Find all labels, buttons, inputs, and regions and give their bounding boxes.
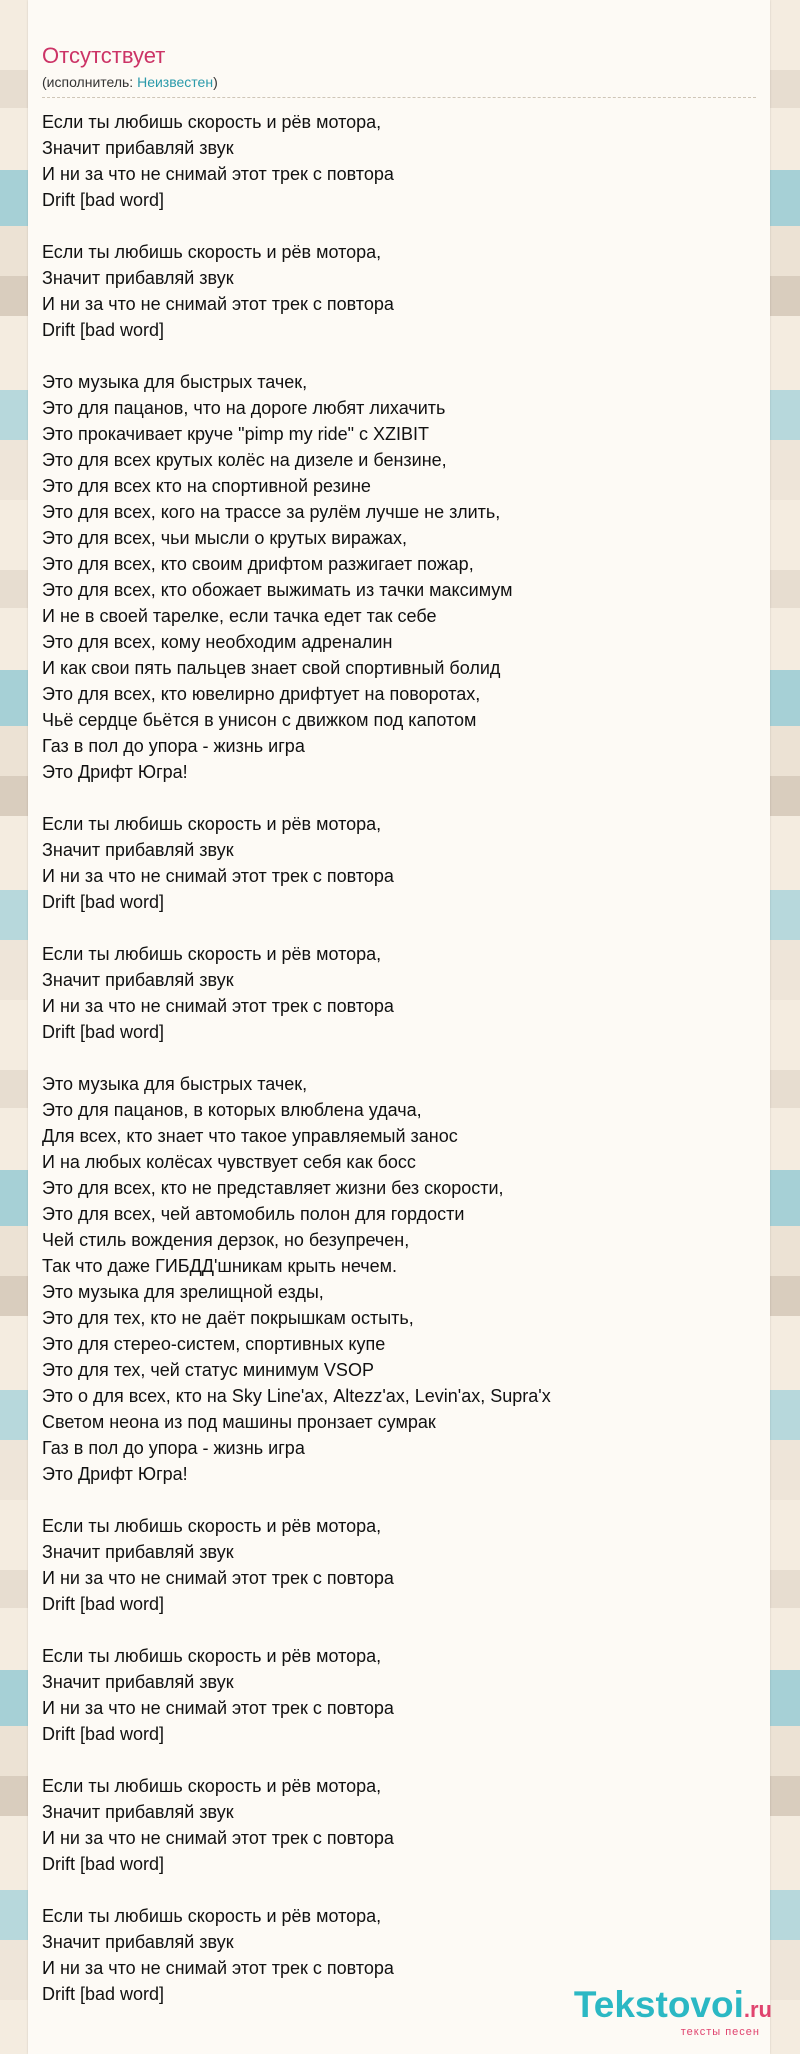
logo-wordmark — [567, 1985, 772, 2030]
lyric-line: Значит прибавляй звук — [42, 1932, 234, 1952]
lyric-line: Это музыка для зрелищной езды, — [42, 1282, 324, 1302]
lyric-line: Это для стерео-систем, спортивных купе — [42, 1334, 386, 1354]
lyric-line: Значит прибавляй звук — [42, 1802, 234, 1822]
lyric-line: Это о для всех, кто на Sky Line'ах, Altezz'ах, Levin'ах, Supra'х — [42, 1386, 551, 1406]
lyric-line: Это прокачивает круче "pimp my ride" с XZIBIT — [42, 424, 429, 444]
site-logo[interactable] — [567, 1985, 772, 2038]
lyric-line: И ни за что не снимай этот трек с повтора — [42, 1958, 394, 1978]
lyric-line: И ни за что не снимай этот трек с повтора — [42, 164, 394, 184]
lyrics-stanza — [42, 1643, 770, 1747]
lyric-line: Это для всех, чей автомобиль полон для гордости — [42, 1204, 465, 1224]
lyric-line: Это для всех, кто не представляет жизни без скорости, — [42, 1178, 504, 1198]
lyric-line: Чьё сердце бьётся в унисон с движком под капотом — [42, 710, 477, 730]
lyric-line: Это для всех крутых колёс на дизеле и бензине, — [42, 450, 447, 470]
lyric-line: Это музыка для быстрых тачек, — [42, 1074, 308, 1094]
lyric-line: Drift [bad word] — [42, 1022, 165, 1042]
lyrics-stanza — [42, 1773, 770, 1877]
lyric-line: Drift [bad word] — [42, 892, 165, 912]
lyric-line: Так что даже ГИБДД'шникам крыть нечем. — [42, 1256, 398, 1276]
lyric-line: Для всех, кто знает что такое управляемый занос — [42, 1126, 458, 1146]
logo-tld: .ru — [743, 1997, 772, 2022]
lyric-line: Светом неона из под машины пронзает сумрак — [42, 1412, 436, 1432]
lyric-line: Это для пацанов, что на дороге любят лихачить — [42, 398, 446, 418]
lyric-line: Если ты любишь скорость и рёв мотора, — [42, 1516, 382, 1536]
lyric-line: Drift [bad word] — [42, 1724, 165, 1744]
lyric-line: Это для тех, кто не даёт покрышкам остыть, — [42, 1308, 414, 1328]
lyric-line: Значит прибавляй звук — [42, 840, 234, 860]
lyric-line: И не в своей тарелке, если тачка едет так себе — [42, 606, 437, 626]
lyrics-stanza — [42, 239, 770, 343]
lyrics-text — [28, 98, 770, 2007]
lyrics-stanza — [42, 369, 770, 785]
lyric-line: Это для всех, кто обожает выжимать из тачки максимум — [42, 580, 513, 600]
lyric-line: Газ в пол до упора - жизнь игра — [42, 1438, 305, 1458]
logo-tagline: тексты песен — [680, 2026, 760, 2038]
lyrics-stanza — [42, 1071, 770, 1487]
artist-link[interactable]: Неизвестен — [137, 74, 214, 90]
lyric-line: Если ты любишь скорость и рёв мотора, — [42, 1776, 382, 1796]
lyric-line: И как свои пять пальцев знает свой спортивный болид — [42, 658, 501, 678]
lyric-line: И ни за что не снимай этот трек с повтора — [42, 866, 394, 886]
artist-suffix: ) — [213, 74, 218, 90]
lyric-line: Это для всех, кто своим дрифтом разжигает пожар, — [42, 554, 474, 574]
lyrics-stanza — [42, 941, 770, 1045]
lyric-line: Это для всех, кто ювелирно дрифтует на поворотах, — [42, 684, 481, 704]
lyric-line: Значит прибавляй звук — [42, 1672, 234, 1692]
artist-prefix: (исполнитель: — [42, 74, 138, 90]
lyric-line: Drift [bad word] — [42, 1854, 165, 1874]
lyric-line: Если ты любишь скорость и рёв мотора, — [42, 814, 382, 834]
logo-word: Tekstovoi — [573, 1984, 744, 2025]
lyric-line: Если ты любишь скорость и рёв мотора, — [42, 242, 382, 262]
lyric-line: Это для всех, чьи мысли о крутых виражах, — [42, 528, 407, 548]
lyric-line: Если ты любишь скорость и рёв мотора, — [42, 1646, 382, 1666]
lyric-line: Значит прибавляй звук — [42, 268, 234, 288]
lyric-line: И на любых колёсах чувствует себя как босс — [42, 1152, 416, 1172]
lyric-line: Это для всех, кого на трассе за рулём лучше не злить, — [42, 502, 501, 522]
lyric-line: Чей стиль вождения дерзок, но безупречен, — [42, 1230, 410, 1250]
lyric-line: Если ты любишь скорость и рёв мотора, — [42, 112, 382, 132]
song-title: Отсутствует — [42, 43, 166, 68]
lyric-line: Это музыка для быстрых тачек, — [42, 372, 308, 392]
lyric-line: Это Дрифт Югра! — [42, 762, 188, 782]
lyric-line: Если ты любишь скорость и рёв мотора, — [42, 944, 382, 964]
lyrics-stanza — [42, 811, 770, 915]
lyric-line: Drift [bad word] — [42, 320, 165, 340]
lyric-line: И ни за что не снимай этот трек с повтора — [42, 996, 394, 1016]
lyric-line: Это Дрифт Югра! — [42, 1464, 188, 1484]
lyric-line: Drift [bad word] — [42, 190, 165, 210]
lyric-line: И ни за что не снимай этот трек с повтора — [42, 294, 394, 314]
lyrics-page — [28, 0, 770, 2054]
lyric-line: Значит прибавляй звук — [42, 1542, 234, 1562]
lyric-line: Значит прибавляй звук — [42, 138, 234, 158]
lyrics-stanza — [42, 1513, 770, 1617]
lyric-line: И ни за что не снимай этот трек с повтора — [42, 1698, 394, 1718]
lyric-line: Это для всех кто на спортивной резине — [42, 476, 371, 496]
song-header — [28, 0, 770, 91]
lyric-line: Это для пацанов, в которых влюблена удача, — [42, 1100, 422, 1120]
lyric-line: Drift [bad word] — [42, 1984, 165, 2004]
lyric-line: Это для всех, кому необходим адреналин — [42, 632, 393, 652]
lyric-line: И ни за что не снимай этот трек с повтора — [42, 1828, 394, 1848]
lyric-line: И ни за что не снимай этот трек с повтора — [42, 1568, 394, 1588]
lyric-line: Drift [bad word] — [42, 1594, 165, 1614]
lyric-line: Если ты любишь скорость и рёв мотора, — [42, 1906, 382, 1926]
artist-line — [42, 73, 770, 91]
lyric-line: Это для тех, чей статус минимум VSOP — [42, 1360, 374, 1380]
lyric-line: Газ в пол до упора - жизнь игра — [42, 736, 305, 756]
lyric-line: Значит прибавляй звук — [42, 970, 234, 990]
lyrics-stanza — [42, 109, 770, 213]
